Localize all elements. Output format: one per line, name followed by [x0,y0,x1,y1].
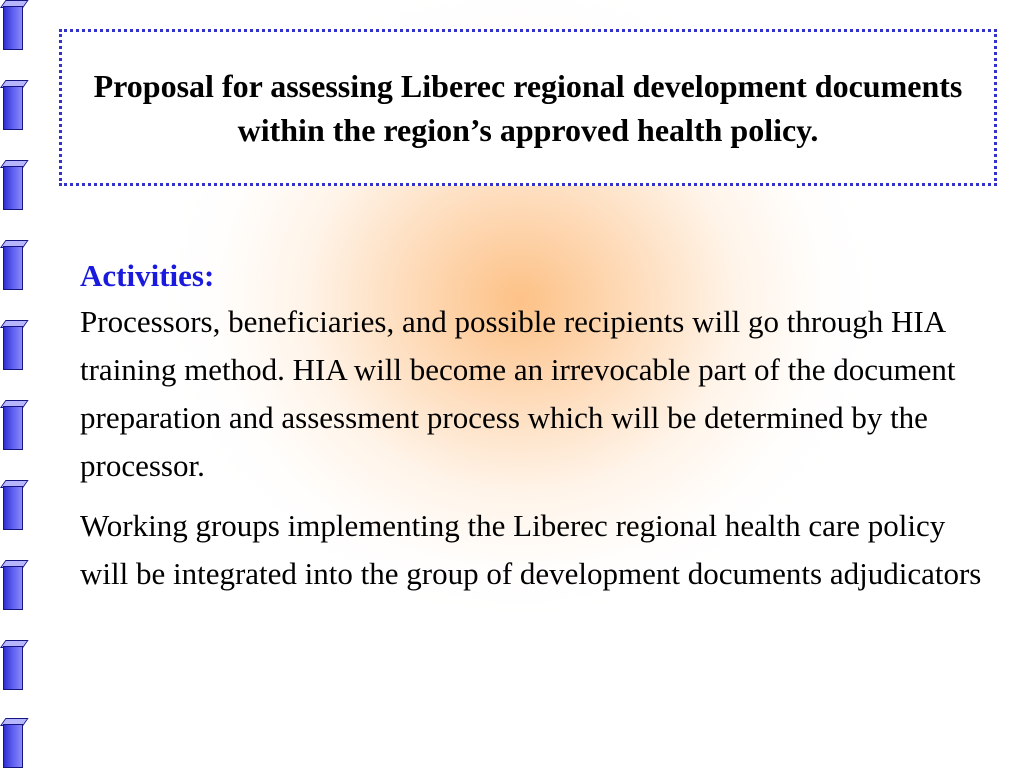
slide-title: Proposal for assessing Liberec regional development documents within the region’s approved health policy. [93,67,963,148]
decorative-block [0,160,24,210]
decorative-side-strip [0,0,30,768]
decorative-block [0,718,24,768]
activities-paragraph-1: Processors, beneficiaries, and possible recipients will go through HIA training method. HIA will become an irrevocable part of the document preparation and assessment process which will be determined by the processor. [80,304,956,483]
decorative-block [0,640,24,690]
activities-heading: Activities: [80,258,215,293]
decorative-block [0,240,24,290]
decorative-block [0,560,24,610]
body-content [80,254,990,598]
decorative-block [0,480,24,530]
title-box [59,29,997,186]
activities-paragraph-2: Working groups implementing the Liberec regional health care policy will be integrated into the group of development documents adjudicators [80,508,982,591]
decorative-block [0,320,24,370]
decorative-block [0,0,24,50]
decorative-block [0,80,24,130]
decorative-block [0,400,24,450]
